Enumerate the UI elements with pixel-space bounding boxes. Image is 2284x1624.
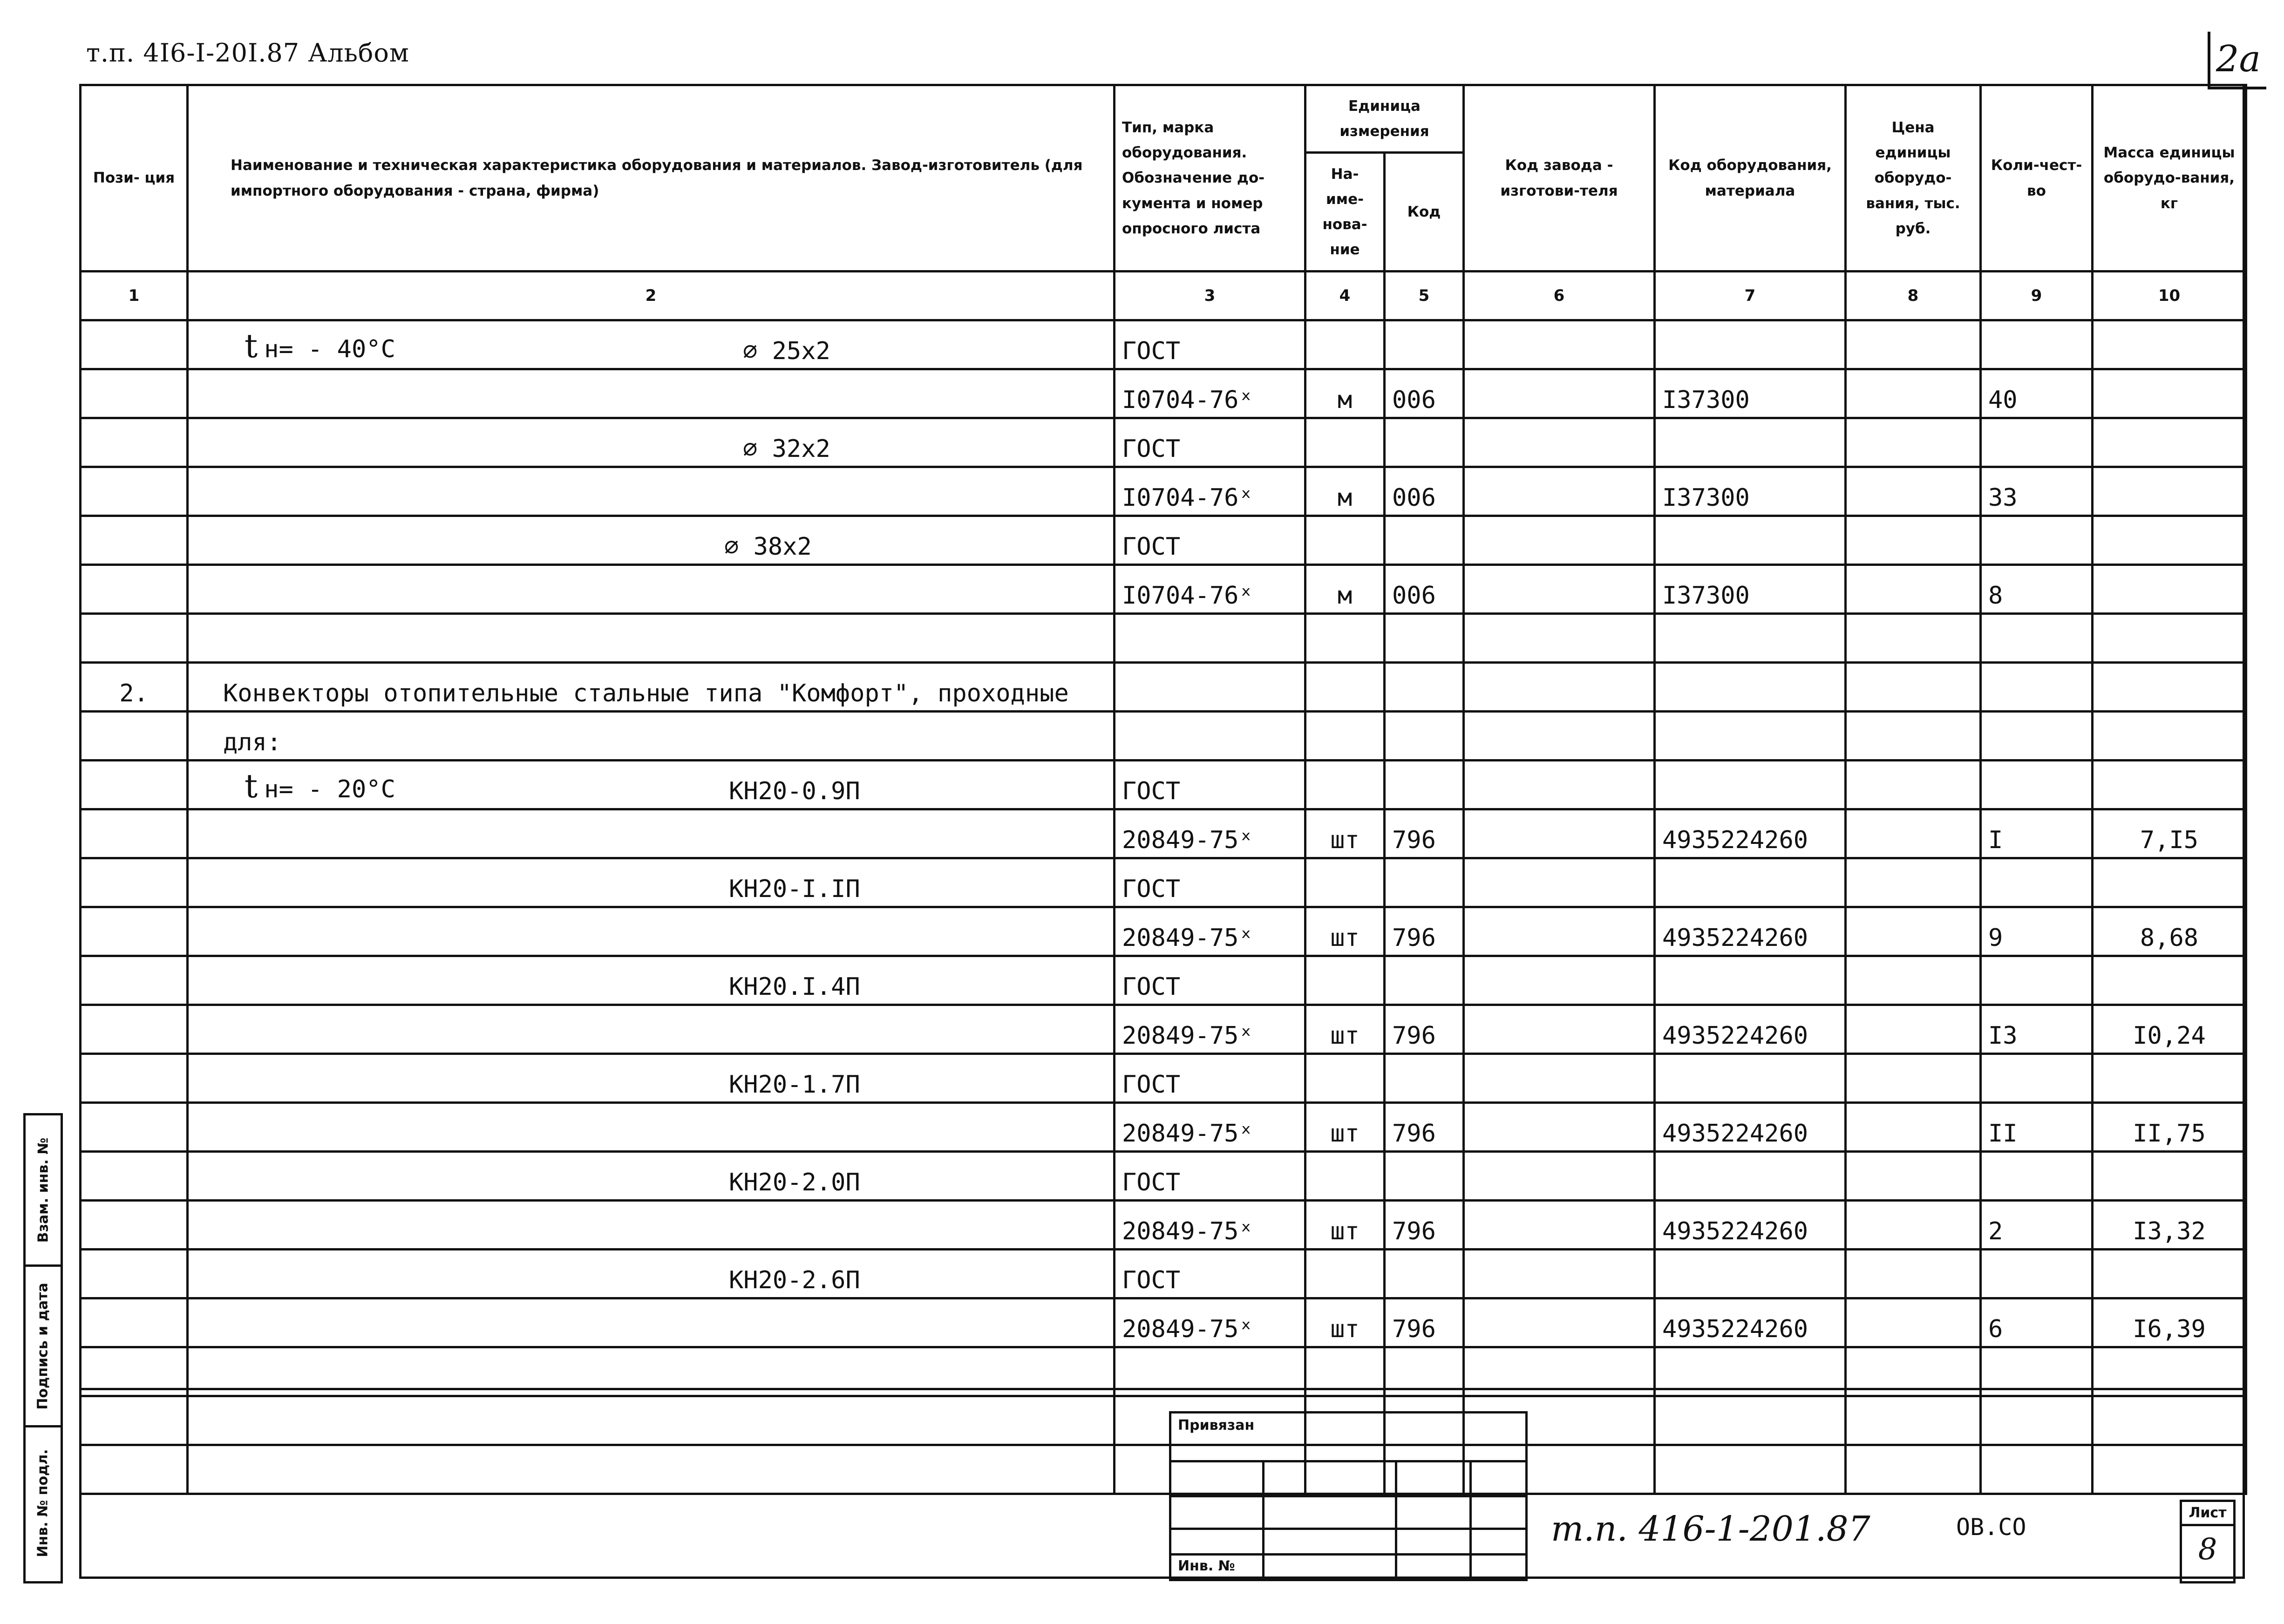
cell-name [188,663,1115,712]
cell-maker-code [1464,809,1655,858]
cell-maker-code [1464,858,1655,907]
cell-name [188,1152,1115,1201]
column-number: 4 [1305,272,1385,320]
cell-price [1846,1396,1981,1445]
cell-position [81,1250,188,1298]
header-unit-code: Код [1385,153,1464,272]
cell-position [81,516,188,565]
cell-unit: шт [1305,1005,1385,1054]
cell-quantity [1981,320,2093,369]
cell-price [1846,1201,1981,1250]
cell-position [81,369,188,418]
column-number: 5 [1385,272,1464,320]
cell-quantity [1981,663,2093,712]
cell-name [188,1005,1115,1054]
cell-position [81,1152,188,1201]
cell-unit [1305,516,1385,565]
cell-price [1846,1103,1981,1152]
side-cell-replacement: Взам. инв. № [26,1115,61,1267]
cell-type: ГОСТ [1115,761,1305,809]
item-mark: КН20-2.6П [729,1266,860,1294]
cell-unit-code: 796 [1385,1103,1464,1152]
cell-name [188,907,1115,956]
header-name: Наименование и техническая характеристика оборудования и материалов. Завод-изготовитель (для импортного оборудования - страна, фирма) [188,85,1115,272]
cell-position [81,1201,188,1250]
cell-unit-code: 796 [1385,809,1464,858]
cell-equipment-code: 4935224260 [1655,907,1846,956]
table-row [81,418,2246,467]
cell-name [188,761,1115,809]
cell-maker-code [1464,614,1655,663]
cell-maker-code [1464,712,1655,761]
cell-type [1115,712,1305,761]
cell-type: 20849-75ˣ [1115,1201,1305,1250]
cell-price [1846,1445,1981,1494]
cell-mass [2093,418,2246,467]
cell-price [1846,663,1981,712]
column-number: 10 [2093,272,2246,320]
cell-name [188,1201,1115,1250]
cell-quantity [1981,614,2093,663]
cell-name [188,809,1115,858]
cell-quantity: II [1981,1103,2093,1152]
cell-unit-code [1385,858,1464,907]
header-position: Пози- ция [81,85,188,272]
cell-position [81,1103,188,1152]
cell-price [1846,809,1981,858]
sheet-number: 8 [2198,1532,2217,1567]
item-description: для: [223,728,282,756]
corner-page-number: 2а [2208,32,2266,89]
cell-maker-code [1464,1201,1655,1250]
table-row [81,369,2246,418]
cell-maker-code [1464,956,1655,1005]
cell-quantity [1981,1445,2093,1494]
stamp-label: Привязан [1178,1417,1255,1434]
cell-unit [1305,320,1385,369]
cell-equipment-code: 4935224260 [1655,1298,1846,1347]
cell-unit-code [1385,320,1464,369]
cell-maker-code [1464,418,1655,467]
side-cell-signature: Подпись и дата [26,1267,61,1427]
column-number: 8 [1846,272,1981,320]
cell-unit-code: 006 [1385,369,1464,418]
cell-name [188,1103,1115,1152]
cell-equipment-code: I37300 [1655,467,1846,516]
header-equipment-code: Код оборудования, материала [1655,85,1846,272]
cell-position [81,320,188,369]
cell-quantity: 40 [1981,369,2093,418]
cell-unit-code [1385,1054,1464,1103]
side-title-strip [23,1113,63,1583]
header-price: Цена единицы оборудо-вания, тыс. руб. [1846,85,1981,272]
table-row [81,858,2246,907]
cell-equipment-code: 4935224260 [1655,1005,1846,1054]
cell-mass [2093,369,2246,418]
cell-quantity: 33 [1981,467,2093,516]
cell-unit-code [1385,418,1464,467]
inventory-label: Инв. № [1178,1558,1235,1574]
side-cell-original-inventory: Инв. № подл. [35,1449,52,1557]
cell-quantity [1981,956,2093,1005]
sheet-code: ОВ.СО [1956,1514,2026,1541]
header-type: Тип, марка оборудования. Обозначение до-кумента и номер опросного листа [1115,85,1305,272]
item-mark: КН20.I.4П [729,973,860,1001]
cell-mass [2093,663,2246,712]
cell-unit-code: 796 [1385,1298,1464,1347]
cell-quantity [1981,516,2093,565]
cell-position: 2. [81,663,188,712]
cell-type: ГОСТ [1115,516,1305,565]
header-maker-code: Код завода - изготови-теля [1464,85,1655,272]
cell-quantity: 9 [1981,907,2093,956]
table-row [81,1396,2246,1445]
cell-unit-code [1385,761,1464,809]
table-row [81,1250,2246,1298]
cell-mass [2093,761,2246,809]
cell-mass [2093,614,2246,663]
cell-equipment-code: I37300 [1655,369,1846,418]
cell-equipment-code [1655,761,1846,809]
table-row [81,1201,2246,1250]
header-unit-group: Единица измерения [1305,85,1464,153]
cell-equipment-code [1655,516,1846,565]
cell-equipment-code [1655,1152,1846,1201]
cell-unit-code: 006 [1385,467,1464,516]
cell-unit: шт [1305,1103,1385,1152]
column-number: 1 [81,272,188,320]
cell-price [1846,907,1981,956]
cell-price [1846,712,1981,761]
sheet-label: Лист [2182,1502,2233,1526]
item-mark: КН20-I.IП [729,875,860,903]
cell-quantity [1981,761,2093,809]
cell-price [1846,320,1981,369]
cell-price [1846,858,1981,907]
cell-maker-code [1464,1250,1655,1298]
specification-table [79,84,2247,1495]
cell-mass [2093,1054,2246,1103]
cell-unit-code: 796 [1385,907,1464,956]
cell-position [81,761,188,809]
cell-unit-code [1385,614,1464,663]
cell-unit-code [1385,1250,1464,1298]
cell-position [81,467,188,516]
cell-unit [1305,1054,1385,1103]
cell-unit [1305,956,1385,1005]
table-row [81,1054,2246,1103]
cell-unit [1305,418,1385,467]
table-row [81,467,2246,516]
header-quantity: Коли-чест-во [1981,85,2093,272]
cell-equipment-code: 4935224260 [1655,1103,1846,1152]
cell-position [81,907,188,956]
cell-name [188,369,1115,418]
cell-maker-code [1464,1005,1655,1054]
column-number: 2 [188,272,1115,320]
cell-position [81,1298,188,1347]
cell-price [1846,614,1981,663]
cell-name [188,614,1115,663]
cell-equipment-code [1655,1396,1846,1445]
column-number: 6 [1464,272,1655,320]
cell-maker-code [1464,1152,1655,1201]
item-mark: КН20-2.0П [729,1169,860,1196]
item-mark: ⌀ 32х2 [743,435,830,463]
cell-unit: шт [1305,907,1385,956]
cell-position [81,809,188,858]
cell-equipment-code [1655,320,1846,369]
cell-mass: II,75 [2093,1103,2246,1152]
cell-mass [2093,712,2246,761]
table-row [81,565,2246,614]
cell-maker-code [1464,907,1655,956]
cell-quantity: I3 [1981,1005,2093,1054]
table-row [81,516,2246,565]
cell-position [81,565,188,614]
cell-unit [1305,1250,1385,1298]
cell-equipment-code [1655,418,1846,467]
item-mark: КН20-1.7П [729,1071,860,1099]
table-row [81,956,2246,1005]
cell-unit-code: 796 [1385,1005,1464,1054]
cell-name [188,1298,1115,1347]
cell-type: ГОСТ [1115,1152,1305,1201]
cell-price [1846,467,1981,516]
cell-unit-code [1385,516,1464,565]
cell-quantity: 6 [1981,1298,2093,1347]
cell-type: ГОСТ [1115,1250,1305,1298]
cell-quantity: 2 [1981,1201,2093,1250]
cell-name [188,516,1115,565]
cell-price [1846,761,1981,809]
table-row [81,320,2246,369]
cell-type [1115,663,1305,712]
cell-maker-code [1464,663,1655,712]
cell-price [1846,369,1981,418]
cell-unit: м [1305,369,1385,418]
cell-price [1846,1250,1981,1298]
cell-price [1846,1298,1981,1347]
cell-price [1846,1005,1981,1054]
table-row [81,809,2246,858]
cell-name [188,956,1115,1005]
cell-maker-code [1464,761,1655,809]
temperature-condition: t н= - 40°С [245,327,395,365]
item-mark: ⌀ 25х2 [743,337,830,365]
cell-type: ГОСТ [1115,320,1305,369]
item-mark: КН20-0.9П [729,777,860,805]
table-row [81,1005,2246,1054]
cell-position [81,1005,188,1054]
table-row [81,1445,2246,1494]
column-number: 9 [1981,272,2093,320]
table-row [81,761,2246,809]
cell-type: I0704-76ˣ [1115,565,1305,614]
cell-maker-code [1464,320,1655,369]
cell-price [1846,565,1981,614]
cell-unit [1305,663,1385,712]
cell-mass [2093,956,2246,1005]
cell-price [1846,956,1981,1005]
cell-unit-code [1385,1152,1464,1201]
cell-equipment-code [1655,614,1846,663]
cell-position [81,1396,188,1445]
table-row [81,1103,2246,1152]
cell-type: 20849-75ˣ [1115,907,1305,956]
cell-mass [2093,1152,2246,1201]
cell-maker-code [1464,1298,1655,1347]
cell-name [188,1054,1115,1103]
cell-name [188,1396,1115,1445]
handwritten-doc-code: т.п. 416-1-201.87 [1551,1509,1870,1549]
cell-maker-code [1464,1054,1655,1103]
temperature-condition: t н= - 20°С [245,767,395,805]
cell-equipment-code: 4935224260 [1655,809,1846,858]
cell-equipment-code: I37300 [1655,565,1846,614]
cell-quantity: 8 [1981,565,2093,614]
cell-equipment-code [1655,956,1846,1005]
cell-quantity [1981,418,2093,467]
cell-maker-code [1464,1103,1655,1152]
cell-mass: 8,68 [2093,907,2246,956]
cell-unit [1305,712,1385,761]
cell-unit-code: 006 [1385,565,1464,614]
cell-mass: I3,32 [2093,1201,2246,1250]
item-description: Конвекторы отопительные стальные типа "Комфорт", проходные [223,679,1069,707]
cell-position [81,956,188,1005]
cell-unit [1305,858,1385,907]
cell-maker-code [1464,516,1655,565]
cell-unit: м [1305,467,1385,516]
cell-equipment-code: 4935224260 [1655,1201,1846,1250]
cell-name [188,467,1115,516]
cell-type: ГОСТ [1115,418,1305,467]
cell-quantity [1981,1054,2093,1103]
cell-name [188,1445,1115,1494]
cell-position [81,614,188,663]
cell-mass [2093,1250,2246,1298]
binding-stamp [1169,1411,1528,1581]
cell-mass: I6,39 [2093,1298,2246,1347]
cell-unit-code [1385,712,1464,761]
cell-quantity [1981,712,2093,761]
cell-maker-code [1464,467,1655,516]
cell-mass [2093,467,2246,516]
header-unit-name: На-име-нова-ние [1305,153,1385,272]
cell-quantity [1981,1152,2093,1201]
cell-type: 20849-75ˣ [1115,1103,1305,1152]
cell-type [1115,614,1305,663]
cell-price [1846,1054,1981,1103]
cell-unit-code [1385,956,1464,1005]
cell-price [1846,418,1981,467]
cell-name [188,320,1115,369]
cell-equipment-code [1655,712,1846,761]
cell-maker-code [1464,565,1655,614]
cell-unit-code [1385,663,1464,712]
column-number: 3 [1115,272,1305,320]
table-row [81,907,2246,956]
cell-unit: шт [1305,809,1385,858]
cell-name [188,565,1115,614]
cell-mass: 7,I5 [2093,809,2246,858]
cell-mass [2093,858,2246,907]
cell-name [188,1250,1115,1298]
cell-position [81,1054,188,1103]
cell-type: I0704-76ˣ [1115,369,1305,418]
cell-unit: шт [1305,1201,1385,1250]
cell-position [81,712,188,761]
table-row [81,1298,2246,1347]
table-row [81,1152,2246,1201]
cell-name [188,712,1115,761]
cell-equipment-code [1655,858,1846,907]
cell-unit-code: 796 [1385,1201,1464,1250]
cell-type: 20849-75ˣ [1115,1005,1305,1054]
cell-unit [1305,761,1385,809]
cell-mass [2093,1396,2246,1445]
cell-equipment-code [1655,1445,1846,1494]
cell-quantity [1981,1396,2093,1445]
header-mass: Масса единицы оборудо-вания, кг [2093,85,2246,272]
cell-type: 20849-75ˣ [1115,1298,1305,1347]
sheet-number-box [2180,1500,2236,1583]
table-row [81,712,2246,761]
cell-type: ГОСТ [1115,956,1305,1005]
cell-mass [2093,1445,2246,1494]
cell-type: 20849-75ˣ [1115,809,1305,858]
cell-unit: м [1305,565,1385,614]
cell-mass: I0,24 [2093,1005,2246,1054]
cell-maker-code [1464,369,1655,418]
cell-unit [1305,614,1385,663]
cell-equipment-code [1655,663,1846,712]
cell-mass [2093,565,2246,614]
cell-type: ГОСТ [1115,1054,1305,1103]
cell-unit [1305,1152,1385,1201]
cell-quantity: I [1981,809,2093,858]
cell-mass [2093,320,2246,369]
table-row [81,614,2246,663]
cell-quantity [1981,1250,2093,1298]
cell-equipment-code [1655,1250,1846,1298]
column-number: 7 [1655,272,1846,320]
item-mark: ⌀ 38х2 [724,533,812,561]
cell-unit: шт [1305,1298,1385,1347]
cell-position [81,858,188,907]
cell-name [188,418,1115,467]
cell-type: I0704-76ˣ [1115,467,1305,516]
cell-quantity [1981,858,2093,907]
cell-price [1846,516,1981,565]
cell-type: ГОСТ [1115,858,1305,907]
cell-equipment-code [1655,1054,1846,1103]
cell-mass [2093,516,2246,565]
table-row [81,663,2246,712]
cell-price [1846,1152,1981,1201]
cell-position [81,418,188,467]
document-title: т.п. 4I6-I-20I.87 Альбом [86,38,409,68]
cell-position [81,1445,188,1494]
cell-name [188,858,1115,907]
